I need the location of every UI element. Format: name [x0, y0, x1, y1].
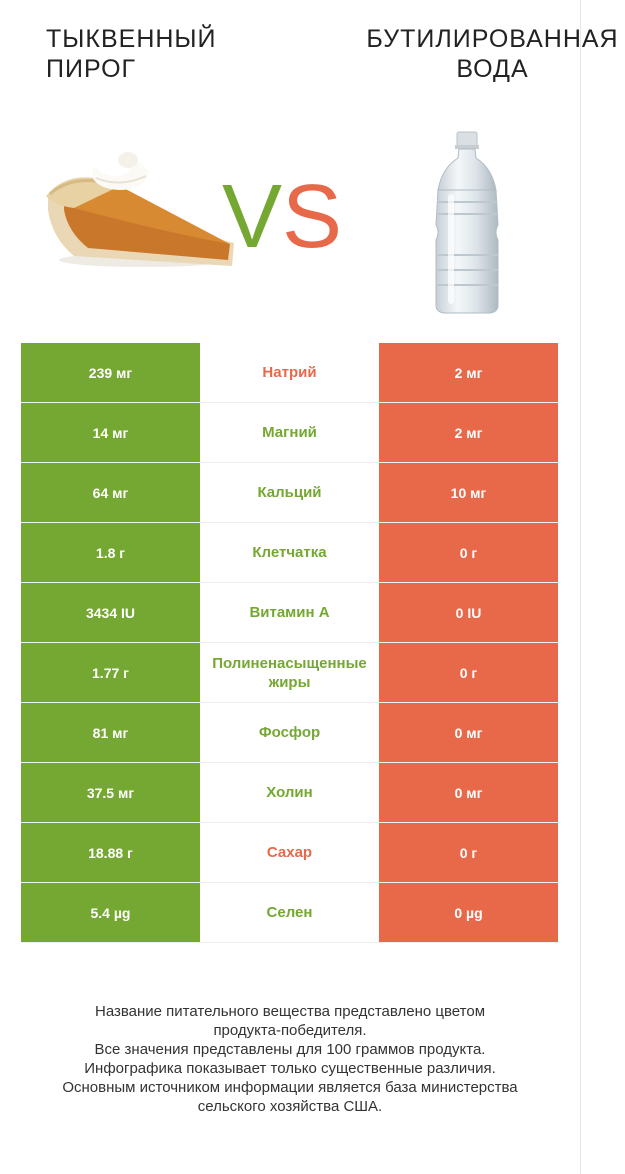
nutrient-name-cell: Кальций: [200, 463, 379, 522]
nutrient-name-cell: Полиненасыщенные жиры: [200, 643, 379, 702]
table-row: [21, 343, 558, 403]
right-value-cell: 0 г: [379, 643, 558, 702]
nutrient-name-cell: Селен: [200, 883, 379, 942]
nutrient-name-cell: Витамин А: [200, 583, 379, 642]
table-row: [21, 703, 558, 763]
left-title-line1: ТЫКВЕННЫЙ: [46, 25, 217, 53]
vs-letter-s: S: [282, 167, 343, 267]
left-value-cell: 3434 IU: [21, 583, 200, 642]
table-row: [21, 643, 558, 703]
row-divider: [21, 942, 558, 943]
left-value-cell: 64 мг: [21, 463, 200, 522]
table-row: [21, 583, 558, 643]
left-value-cell: 14 мг: [21, 403, 200, 462]
table-row: [21, 403, 558, 463]
nutrient-name-cell: Магний: [200, 403, 379, 462]
nutrient-name-cell: Натрий: [200, 343, 379, 402]
table-row: [21, 463, 558, 523]
vs-label: [222, 162, 342, 272]
right-value-cell: 2 мг: [379, 403, 558, 462]
footnote: [0, 1002, 580, 1116]
right-title-line2: ВОДА: [456, 55, 529, 83]
right-value-cell: 2 мг: [379, 343, 558, 402]
right-value-cell: 0 г: [379, 523, 558, 582]
right-value-cell: 0 µg: [379, 883, 558, 942]
left-value-cell: 37.5 мг: [21, 763, 200, 822]
comparison-table: [21, 343, 558, 943]
right-divider-line: [580, 0, 581, 1174]
right-value-cell: 0 мг: [379, 763, 558, 822]
right-value-cell: 0 IU: [379, 583, 558, 642]
right-title-line1: БУТИЛИРОВАННАЯ: [366, 25, 619, 53]
footnote-line-6: сельского хозяйства США.: [197, 1098, 383, 1115]
nutrient-name-cell: Клетчатка: [200, 523, 379, 582]
left-title-line2: ПИРОГ: [46, 55, 137, 83]
left-value-cell: 18.88 г: [21, 823, 200, 882]
table-row: [21, 883, 558, 943]
footnote-line-1: Название питательного вещества представлено цветом: [94, 1003, 486, 1020]
table-row: [21, 523, 558, 583]
footnote-line-3: Все значения представлены для 100 граммов продукта.: [94, 1041, 486, 1058]
left-value-cell: 81 мг: [21, 703, 200, 762]
nutrient-name-cell: Сахар: [200, 823, 379, 882]
water-bottle-image: [432, 130, 502, 315]
vs-letter-v: V: [222, 167, 283, 267]
right-value-cell: 10 мг: [379, 463, 558, 522]
nutrient-name-cell: Холин: [200, 763, 379, 822]
pumpkin-pie-image: [44, 148, 234, 273]
right-product-title: [360, 24, 625, 84]
right-value-cell: 0 мг: [379, 703, 558, 762]
left-value-cell: 239 мг: [21, 343, 200, 402]
left-value-cell: 5.4 µg: [21, 883, 200, 942]
table-row: [21, 823, 558, 883]
left-value-cell: 1.77 г: [21, 643, 200, 702]
footnote-line-5: Основным источником информации является база министерства: [62, 1079, 518, 1096]
footnote-line-4: Инфографика показывает только существенные различия.: [84, 1060, 496, 1077]
left-value-cell: 1.8 г: [21, 523, 200, 582]
right-value-cell: 0 г: [379, 823, 558, 882]
footnote-line-2: продукта-победителя.: [213, 1022, 367, 1039]
left-product-title: [46, 24, 246, 84]
nutrient-name-cell: Фосфор: [200, 703, 379, 762]
table-row: [21, 763, 558, 823]
